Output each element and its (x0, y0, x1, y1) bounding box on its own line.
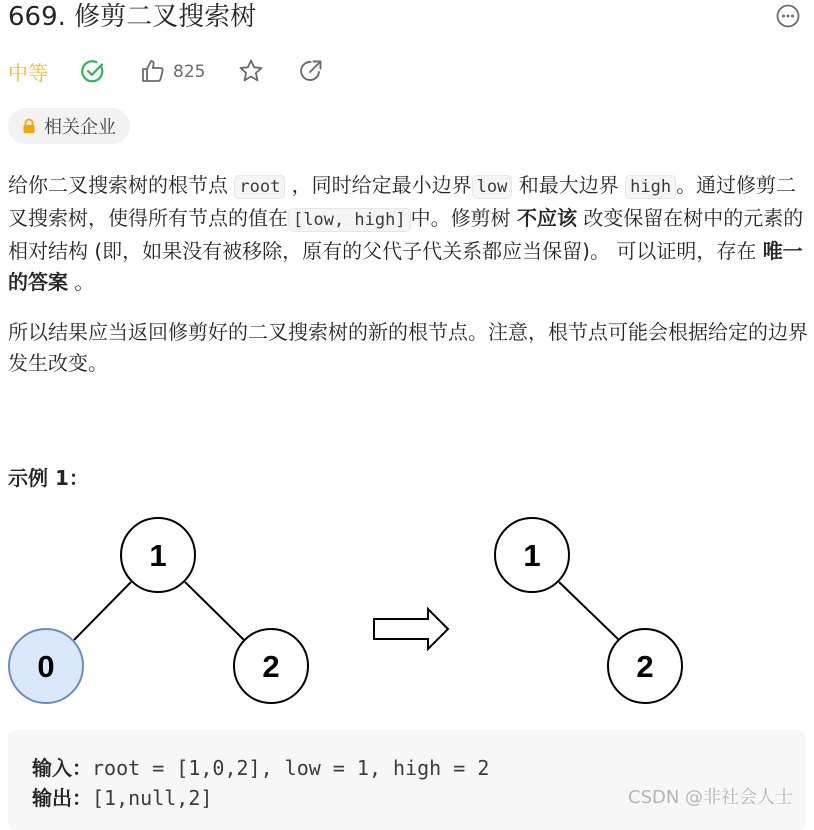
inline-code-root: root (234, 175, 285, 199)
desc-text: 改变保留在树中的元素的相对结构 (即，如果没有被移除，原有的父代子代关系都应当保留)。 可以证明，存在 (8, 206, 804, 263)
related-companies-tag[interactable] (8, 108, 130, 144)
tree-edge (559, 582, 619, 640)
thumb-up-icon[interactable] (140, 58, 166, 84)
desc-text: ，同时给定最小边界 (291, 173, 472, 197)
node-label: 2 (262, 649, 280, 684)
inline-code-range: [low, high] (288, 208, 411, 232)
difficulty-badge: 中等 (8, 61, 48, 85)
before-right-node (234, 629, 308, 703)
transform-arrow-icon (374, 609, 448, 649)
emphasis-unique-answer: 唯一的答案 (8, 239, 803, 294)
output-value: [1,null,2] (92, 786, 213, 810)
description-paragraph-2: 所以结果应当返回修剪好的二叉搜索树的新的根节点。注意，根节点可能会根据给定的边界发生改变。 (8, 320, 808, 375)
node-label: 0 (37, 649, 55, 684)
desc-text: 。通过修剪二叉搜索树，使得所有节点的值在 (8, 173, 797, 230)
node-label: 2 (636, 649, 654, 684)
more-dots-icon[interactable] (776, 4, 800, 28)
inline-code-low: low (472, 175, 513, 199)
desc-text: 。 (74, 270, 95, 294)
before-root-node (121, 518, 195, 592)
node-label: 1 (149, 538, 167, 573)
example-title: 示例 1： (8, 466, 89, 490)
desc-text: 给你二叉搜索树的根节点 (8, 173, 228, 197)
output-label: 输出： (32, 786, 92, 810)
share-external-icon[interactable] (298, 58, 324, 84)
emphasis-no-change: 不应该 (516, 206, 577, 230)
problem-title: 669. 修剪二叉搜索树 (8, 2, 257, 32)
tree-edge (185, 582, 244, 640)
tree-edge (74, 582, 131, 640)
input-value: root = [1,0,2], low = 1, high = 2 (92, 756, 490, 780)
after-right-node (608, 629, 682, 703)
inline-code-high: high (625, 175, 676, 199)
input-label: 输入： (32, 756, 92, 780)
desc-text: 中。修剪树 (410, 206, 511, 230)
lock-icon (22, 118, 36, 134)
example-output-line (32, 784, 212, 812)
watermark: CSDN @非社会人士 (628, 787, 794, 808)
problem-description (8, 170, 808, 379)
like-count: 825 (173, 62, 206, 82)
desc-text: 和最大边界 (518, 173, 619, 197)
after-root-node (495, 518, 569, 592)
star-icon[interactable] (238, 58, 264, 84)
node-label: 1 (523, 538, 541, 573)
example-diagram (0, 500, 814, 720)
related-companies-label: 相关企业 (44, 117, 116, 138)
example-input-line (32, 754, 489, 782)
example-io-block (8, 730, 806, 830)
check-circle-icon[interactable] (80, 58, 106, 84)
description-paragraph-1 (8, 170, 808, 298)
before-left-node-removed (9, 629, 83, 703)
